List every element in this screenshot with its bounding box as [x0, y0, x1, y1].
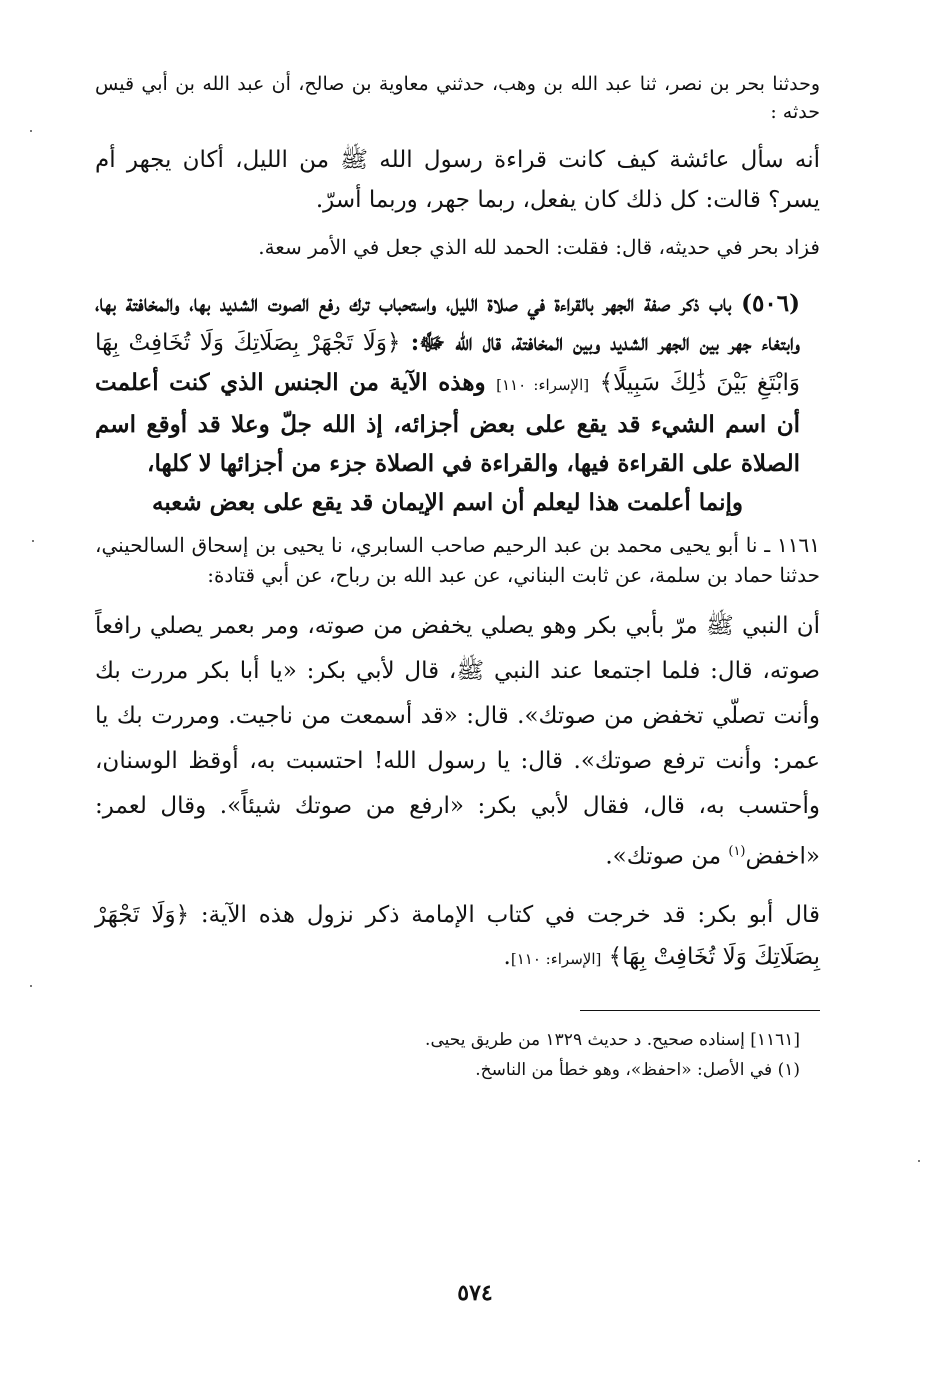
isnad-paragraph: وحدثنا بحر بن نصر، ثنا عبد الله بن وهب، حدثني معاوية بن صالح، أن عبد الله بن أبي قيس حدثه :	[95, 73, 820, 123]
scan-speck	[32, 540, 34, 542]
chapter-heading-text: (٥٠٦) باب ذكر صفة الجهر بالقراءة في صلاة الليل، واستحباب ترك رفع الصوت الشديد بها، والمخافتة بها، وابتغاء جهر بين الجهر الشديد وبين المخافتة، قال الله ﷻ:	[95, 290, 800, 356]
hadith-1161-text-b: من صوتك».	[605, 843, 722, 870]
closing-quran-verse: ﴿وَلَا تَجْهَرْ بِصَلَاتِكَ وَلَا تُخَافِتْ بِهَا﴾	[95, 901, 820, 970]
footnote-1: (١) في الأصل: «احفظ»، وهو خطأ من الناسخ.	[475, 1059, 800, 1080]
closing-end: .	[503, 943, 511, 970]
hadith-1161-isnad: ١١٦١ ـ نا أبو يحيى محمد بن عبد الرحيم صاحب السابري، نا يحيى بن إسحاق السالحيني، حدثنا حماد بن سلمة، عن ثابت البناني، عن عبد الله بن رباح، عن أبي قتادة:	[95, 533, 820, 587]
chapter-heading	[95, 284, 820, 483]
closing-verse-reference: [الإسراء: ١١٠]	[510, 949, 602, 968]
chapter-heading-continuation: وهذه الآية من الجنس الذي كنت أعلمت أن اسم الشيء قد يقع على بعض أجزائه، إذ الله جلّ وعلا قد أوقع اسم الصلاة على القراءة فيها، والقراءة في الصلاة جزء من أجزائها لا كلها،	[95, 369, 800, 477]
scan-speck	[30, 130, 32, 132]
chapter-heading-last-line: وإنما أعلمت هذا ليعلم أن اسم الإيمان قد يقع على بعض شعبه	[152, 489, 743, 516]
addition-paragraph: فزاد بحر في حديثه، قال: فقلت: الحمد لله الذي جعل في الأمر سعة.	[258, 235, 820, 259]
hadith-1161-text-a: أن النبي ﷺ مرّ بأبي بكر وهو يصلي يخفض من صوته، ومر بعمر يصلي رافعاً صوته، قال: فلما اجتمعا عند النبي ﷺ، قال لأبي بكر: «يا أبا بكر مررت بك وأنت تصلّي تخفض من صوتك». قال: «قد أسمعت من ناجيت. ومررت بك يا عمر: وأنت ترفع صوتك». قال: يا رسول الله! احتسبت به، أوقظ الوسنان، وأحتسب به، قال، فقال لأبي بكر: «ارفع من صوتك شيئاً». وقال لعمر: «اخفض	[95, 613, 820, 870]
closing-paragraph	[95, 894, 820, 980]
verse-reference: [الإسراء: ١١٠]	[496, 376, 590, 394]
scan-speck	[30, 985, 32, 987]
footnote-ref: (١)	[728, 844, 746, 859]
footnote-divider	[580, 1010, 820, 1011]
hadith-1161-text	[95, 604, 820, 880]
page-number: ٥٧٤	[457, 1280, 493, 1306]
hadith-text: أنه سأل عائشة كيف كانت قراءة رسول الله ﷺ من الليل، أكان يجهر أم يسر؟ قالت: كل ذلك كان يفعل، ربما جهر، وربما أسرّ.	[95, 147, 820, 213]
closing-text: قال أبو بكر: قد خرجت في كتاب الإمامة ذكر نزول هذه الآية:	[200, 901, 820, 928]
scan-speck	[918, 1160, 920, 1162]
footnote-1161: [١١٦١] إسناده صحيح. د حديث ١٣٢٩ من طريق يحيى.	[425, 1029, 800, 1050]
quran-verse: ﴿وَلَا تَجْهَرْ بِصَلَاتِكَ وَلَا تُخَافِتْ بِهَا وَابْتَغِ بَيْنَ ذَٰلِكَ سَبِيلًا﴾	[95, 330, 800, 396]
